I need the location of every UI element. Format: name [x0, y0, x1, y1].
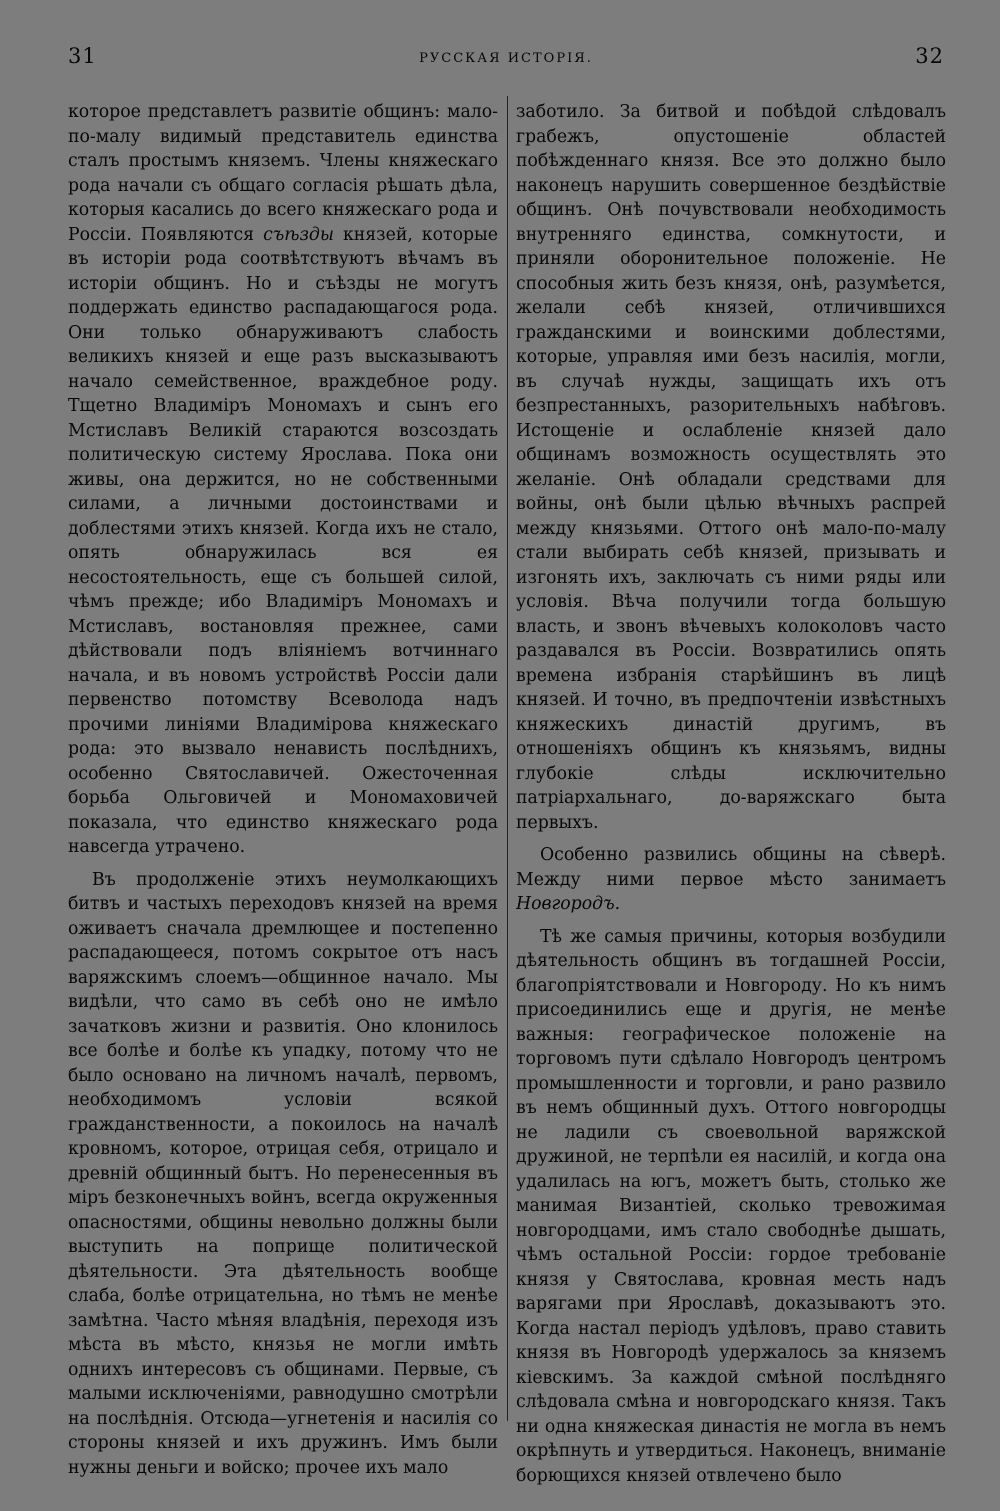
page-header [68, 44, 944, 76]
paragraph [516, 843, 946, 917]
emphasis-text: Новгородъ. [516, 894, 621, 914]
emphasis-text: съѣзды [263, 224, 334, 245]
paragraph-text: Особенно развились общины на сѣверѣ. Между ними первое мѣсто занимаетъ [516, 845, 946, 890]
running-title: РУССКАЯ ИСТОРІЯ. [419, 51, 593, 66]
paragraph-text: которое представлетъ развитіе общинъ: мало-по-малу видимый представитель единства сталъ простымъ княземъ. Члены княжескаго рода начали съ общаго согласія рѣшать дѣла, которыя касались до всего княжескаго рода и Россіи. Появляются [68, 102, 498, 245]
right-column [516, 100, 946, 1488]
paragraph-text: князей, которые въ исторіи рода соотвѣтствуютъ вѣчамъ въ исторіи общинъ. Но и съѣзды не могутъ поддержать единство распадающагося рода. Они только обнаруживаютъ слабость великихъ князей и еще разъ высказываютъ начало семейственное, враждебное роду. Тщетно Владиміръ Мономахъ и сынъ его Мстиславъ Великій стараются возсоздать политическую систему Ярослава. Пока они живы, она держится, но не собственными силами, а личными достоинствами и доблестями этихъ князей. Когда ихъ не стало, опять обнаружилась вся ея несостоятельность, еще съ большей силой, чѣмъ прежде; ибо Владиміръ Мономахъ и Мстиславъ, востановляя прежнее, сами дѣйствовали подъ вліяніемъ вотчиннаго начала, и въ новомъ устройствѣ Россіи дали первенство потомству Всеволода надъ прочими линіями Владимірова княжескаго рода: это вызвало ненависть послѣднихъ, особенно Святославичей. Ожесточенная борьба Ольговичей и Мономаховичей показала, что единство княжескаго рода навсегда утрачено. [68, 224, 499, 857]
page-number-left: 31 [68, 44, 97, 68]
column-divider [507, 96, 508, 1421]
paragraph: Тѣ же самыя причины, которыя возбудили дѣятельность общинъ въ тогдашней Россіи, благопріятствовали и Новгороду. Но къ нимъ присоединились еще и другія, не менѣе важныя: географическое положеніе на торговомъ пути сдѣлало Новгородъ центромъ промышленности и торговли, и рано развило въ немъ общинный духъ. Оттого новгородцы не ладили съ своевольной варяжской дружиной, не терпѣли ея насилій, и когда она удалилась на югъ, можетъ быть, столько же манимая Византіей, сколько тревожимая новгородцами, имъ стало свободнѣе дышать, чѣмъ остальной Россіи: гордое требованіе князя у Святослава, кровная месть надъ варягами при Ярославѣ, доказываютъ это. Когда настал періодъ удѣловъ, право ставить князя въ Новгородѣ удержалось за княземъ кіевскимъ. За каждой смѣной послѣдняго слѣдовала смѣна и новгородскаго князя. Такъ ни одна княжеская династія не могла въ немъ окрѣпнуть и утвердиться. Наконецъ, вниманіе борющихся князей отвлечено было [516, 926, 946, 1486]
paragraph: заботило. За битвой и побѣдой слѣдовалъ грабежъ, опустошеніе областей побѣжденнаго князя. Все это должно было наконецъ нарушить совершенное бездѣйствіе общинъ. Онѣ почувствовали необходимость внутренняго единства, сомкнутости, и приняли оборонительное положеніе. Не способныя жить безъ князя, онѣ, разумѣется, желали себѣ князей, отличившихся гражданскими и воинскими доблестями, которые, управляя ими безъ насилія, могли, въ случаѣ нужды, защищать ихъ отъ безпрестанныхъ, разорительныхъ набѣговъ. Истощеніе и ослабленіе князей дало общинамъ возможность осуществлять это желаніе. Онѣ обладали средствами для войны, онѣ были цѣлью вѣчныхъ распрей между князьями. Оттого онѣ мало-по-малу стали выбирать себѣ князей, призывать и изгонять ихъ, заключать съ ними ряды или условія. Вѣча получили тогда большую власть, и звонъ вѣчевыхъ колоколовъ часто раздавался въ Россіи. Возвратились опять времена избранія старѣйшинъ въ лицѣ князей. И точно, въ предпочтеніи извѣстныхъ княжескихъ династій другимъ, въ отношеніяхъ общинъ къ князьямъ, видны глубокіе слѣды исключительно патріархальнаго, до-варяжскаго быта первыхъ. [516, 102, 946, 833]
left-column [68, 100, 498, 1480]
page-number-right: 32 [915, 44, 944, 68]
paragraph [68, 100, 498, 860]
paragraph: Въ продолженіе этихъ неумолкающихъ битвъ и частыхъ переходовъ князей на время оживаетъ сначала дремлющее и постепенно распадающееся, потомъ сокрытое отъ насъ варяжскимъ слоемъ—общинное начало. Мы видѣли, что само въ себѣ оно не имѣло зачатковъ жизни и развитія. Оно клонилось все болѣе и болѣе къ упадку, потому что не было основано на личномъ началѣ, первомъ, необходимомъ условіи всякой гражданственности, а покоилось на началѣ кровномъ, которое, отрицая себя, отрицало и древній общинный бытъ. Но перенесенныя въ міръ безконечныхъ войнъ, всегда окруженныя опасностями, общины невольно должны были выступить на поприще политической дѣятельности. Эта дѣятельность вообще слаба, болѣе отрицательна, но тѣмъ не менѣе замѣтна. Часто мѣняя владѣнія, переходя изъ мѣста въ мѣсто, князья не могли имѣть однихъ интересовъ съ общинами. Первые, съ малыми исключеніями, равнодушно смотрѣли на послѣднія. Отсюда—угнетенія и насилія со стороны князей и ихъ дружинъ. Имъ были нужны деньги и войско; прочее ихъ мало [68, 869, 498, 1478]
